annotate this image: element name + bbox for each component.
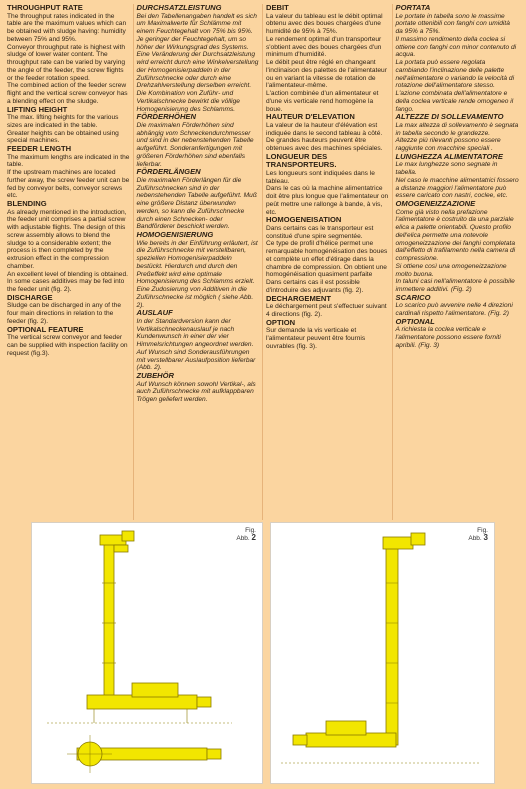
- column-german: [134, 4, 264, 520]
- section-heading: LONGUEUR DES TRANSPORTEURS.: [266, 151, 337, 170]
- section-heading: DURCHSATZLEISTUNG: [136, 4, 222, 12]
- paragraph: Le déchargement peut s'effectuer suivant 4 directions (fig. 2).: [266, 303, 387, 318]
- paragraph: Greater heights can be obtained using special machines.: [7, 129, 119, 145]
- column-italian: [393, 4, 523, 520]
- paragraph: Dans certains cas le transporteur est constitué d'une spire segmentée.: [266, 224, 374, 240]
- feeder-hopper: [326, 721, 366, 735]
- section-heading: DECHARGEMENT: [266, 293, 331, 303]
- paragraph: An excellent level of blending is obtained.: [7, 270, 128, 278]
- paragraph: As already mentioned in the introduction, the feeder unit comprises a partial screw with adjustable flights. The design of this screw assembly allows to blend the sludge to a considerable extent; the process is then completed by the extrusion effect in the compression chamber.: [7, 208, 127, 270]
- figure-3-caption: [468, 527, 488, 542]
- paragraph: La valeur de la hauteur d'élévation est indiquée dans le second tableau à côté.: [266, 121, 383, 137]
- paragraph: Je geringer der Feuchtegehalt, um so höher der Wirkungsgrad des Systems.: [136, 35, 249, 51]
- paragraph: Ce type de profil d'hélice permet une remarquable homogénéisation des boues et complète un effet d'étirage dans la chambre de compression. On obtient une homogénéisation quasiment parfaite: [266, 240, 388, 279]
- paragraph: Les longueurs sont indiquées dans le tableau.: [266, 169, 375, 185]
- paragraph: La max altezza di sollevamento è segnata in tabella secondo le grandezze.: [395, 121, 519, 137]
- section-heading: FÖRDERLÄNGEN: [136, 167, 201, 177]
- section-heading: OPTIONAL FEATURE: [7, 324, 84, 334]
- section-heading: OPTIONAL: [395, 316, 435, 326]
- figure-3: [270, 522, 495, 784]
- paragraph: Bei den Tabellenangaben handelt es sich um Maximalwerte für Schlämme mit einem Feuchtegehalt von 75% bis 95%.: [136, 12, 257, 35]
- feeder-motor: [197, 697, 211, 707]
- figure-2-caption-abb: Abb.: [236, 535, 250, 542]
- section-heading: HOMOGENEISATION: [266, 215, 342, 225]
- paragraph: A richiesta la coclea verticale e l'alimentatore possono essere forniti apribili. (Fig. 3): [395, 326, 501, 349]
- section-heading: OMOGENEIZZAZIONE: [395, 199, 476, 208]
- paragraph: De grandes hauteurs peuvent être obtenues avec des machines spéciales.: [266, 137, 383, 152]
- column-french: [263, 4, 393, 520]
- paragraph: Wie bereits in der Einführung erläutert, ist die Zuführschnecke mit verstellbaren, speziellen Homogenisierpaddeln bestückt. Hierdurch und durch den Preßeffekt wird eine optimale Homogenisierung des Schlamms erzielt. Eine Zudosierung von Additiven in die Zuführschnecke ist möglich ( siehe Abb. 2).: [136, 239, 258, 309]
- feeder-supports: [47, 709, 232, 723]
- paragraph: Le portate in tabella sono le massime portate ottenibili con fanghi con umidità da 95% a 75%.: [395, 12, 510, 35]
- section-heading: ALTEZZE DI SOLLEVAMENTO: [395, 112, 504, 122]
- paragraph: Auf Wunsch können sowohl Vertikal-, als auch Zuführschnecke mit aufklappbaren Trögen geliefert werden.: [136, 380, 256, 403]
- paragraph: Dans le cas où la machine alimentatrice doit être plus longue que l'alimentateur on peût mettre une rallonge à bande, à vis, etc.: [266, 185, 389, 216]
- column-english: [4, 4, 134, 520]
- paragraph: Sludge can be discharged in any of the four main directions in relation to the feeder (fig. 2).: [7, 302, 122, 325]
- figure-2: [31, 522, 263, 784]
- figures-area: [0, 522, 526, 789]
- paragraph: Nel caso le macchine alimentatrici fossero a distanze maggiori l'alimentatore può essere caricato con nastri, coclee, etc.: [395, 176, 519, 200]
- paragraph: Sur demande la vis verticale et l'alimentateur peuvent être fournis ouvrables (fig. 3).: [266, 327, 366, 350]
- figure-3-caption-abb: Abb.: [468, 535, 482, 542]
- paragraph: The combined action of the feeder screw flight and the vertical screw conveyor has a blending effect on the sludge.: [7, 82, 128, 105]
- section-heading: BLENDING: [7, 199, 47, 208]
- paragraph: Come già visto nella prefazione l'alimentatore è costruito da una parziale elica a palette orientabili. Questo profilo dell'elica permette una notevole omogeneizzazione dei fanghi completata dall'effetto di trafilamento nella camera di compressione.: [395, 208, 516, 262]
- paragraph: In taluni casi nell'alimentatore è possibile immettere additivi. (Fig. 2): [395, 278, 515, 293]
- paragraph: The max. lifting heights for the various sizes are indicated in the table.: [7, 114, 119, 129]
- section-heading: OPTION: [266, 317, 296, 327]
- drive-motor: [122, 531, 134, 541]
- section-heading: LUNGHEZZA ALIMENTATORE: [395, 151, 503, 161]
- section-heading: SCARICO: [395, 292, 431, 302]
- figure-3-drawing: [271, 523, 494, 783]
- section-heading: HAUTEUR D'ELEVATION: [266, 112, 355, 122]
- plan-view-axes: [67, 735, 112, 773]
- section-heading: ZUBEHÖR: [136, 371, 175, 380]
- paragraph: Le rendement optimal d'un transporteur s'obtient avec des boues chargées d'un minimum d'humidité.: [266, 35, 382, 59]
- paragraph: La portata può essere regolata cambiando l'inclinazione delle palette nell'alimentatore o variando la velocità di rotazione dell'alimentatore stesso.: [395, 59, 515, 90]
- paragraph: The vertical screw conveyor and feeder can be supplied with inspection facility on request (fig.3).: [7, 334, 128, 357]
- figure-3-caption-fig: Fig.: [477, 527, 488, 534]
- paragraph: Il massimo rendimento della coclea si ottiene con fanghi con minor contenuto di acqua.: [395, 35, 517, 59]
- section-heading: THROUGHPUT RATE: [7, 4, 83, 12]
- figure-2-drawing: [32, 523, 262, 783]
- section-heading: DISCHARGE: [7, 292, 53, 302]
- feeder-motor: [293, 735, 307, 745]
- paragraph: L'action combinée d'un alimentateur et d'une vis verticale rend homogène la boue.: [266, 90, 379, 113]
- paragraph: L'azione combinata dell'alimentatore e della coclea verticale rende omogeneo il fango.: [395, 90, 514, 113]
- paragraph: The throughput rates indicated in the table are the maximum values which can be obtained with sludge having: humidity between 75% and 95%.: [7, 12, 127, 43]
- paragraph: In der Standardversion kann der Vertikalschneckenauslauf je nach Kundenwunsch in einer der vier Himmelsrichtungen angeordnet werden. Auf Wunsch sind Sonderausführungen mit verstellbarer Auslaufposition lieferbar (Abb. 2).: [136, 317, 256, 372]
- plan-view-motor: [207, 749, 221, 759]
- section-heading: FÖRDERHÖHEN: [136, 112, 196, 122]
- vertical-conveyor-tube: [104, 541, 114, 701]
- section-heading: FEEDER LENGTH: [7, 144, 72, 153]
- paragraph: The maximum lengths are indicated in the table.: [7, 153, 130, 169]
- text-columns: [4, 4, 522, 520]
- paragraph: Die maximalen Förderhöhen sind abhängig vom Schneckendurchmesser und sind in der nebenstehenden Tabelle aufgeführt. Sonderanfertigungen mit größeren Förderhöhen sind ebenfalls lieferbar.: [136, 121, 254, 168]
- vertical-conveyor-head: [383, 537, 413, 549]
- figure-3-number: 3: [483, 533, 488, 542]
- paragraph: Die maximalen Förderlängen für die Zuführschnecken sind in der nebenstehenden Tabelle aufgeführt. Muß eine größere Distanz überwunden werden, so kann die Zuführschnecke durch einen Schnecken- oder Bandförderer beschickt werden.: [136, 176, 257, 231]
- paragraph: Le max lunghezze sono segnate in tabella.: [395, 161, 498, 176]
- section-heading: HOMOGENISIERUNG: [136, 230, 214, 239]
- paragraph: Lo scarico può avvenire nelle 4 direzioni cardinali rispetto l'alimentatore. (Fig. 2): [395, 302, 513, 317]
- paragraph: Conveyor throughput rate is highest with sludge of lower water content. The throughput rate can be varied by varying the angle of the feeder, the screw flights or the feeder rotation speed.: [7, 43, 126, 82]
- section-heading: PORTATA: [395, 4, 431, 12]
- paragraph: Le débit peut être réglé en changeant l'inclinaison des palettes de l'alimentateur ou en variant la vitesse de rotation de l'alimentateur-même.: [266, 59, 387, 90]
- paragraph: If the upstream machines are located further away, the screw feeder unit can be fed by conveyor belts, conveyor screws etc.: [7, 169, 130, 200]
- figure-2-number: 2: [251, 533, 256, 542]
- drive-motor: [411, 533, 425, 545]
- paragraph: Altezze più rilevanti possono essere raggiunte con macchine speciali .: [395, 137, 501, 152]
- paragraph: Dans certains cas il est possible d'introduire des adjuvants (fig. 2).: [266, 279, 364, 294]
- paragraph: In some cases additives may be fed into the feeder unit (fig. 2).: [7, 278, 125, 293]
- discharge-spout: [114, 545, 128, 552]
- section-heading: DEBIT: [266, 4, 289, 12]
- section-heading: AUSLAUF: [136, 308, 173, 318]
- figure-2-caption-fig: Fig.: [245, 527, 256, 534]
- paragraph: Si ottiene così una omogeneizzazione molto buona.: [395, 262, 507, 278]
- paragraph: Eine Veränderung der Durchsatzleistung wird erreicht durch eine Winkelverstellung der Homogenisierpaddeln in der Zuführschnecke oder durch eine Drehzahlverstellung derselben erreicht. Die Kombination von Zuführ- und Vertikalschnecke bewirkt die völlige Homogenisierung des Schlamms.: [136, 51, 259, 113]
- vertical-conveyor-tube-open: [386, 545, 398, 745]
- figure-2-caption: [236, 527, 256, 542]
- paragraph: La valeur du tableau est le débit optimal obtenu avec des boues chargées d'une humidité de 95% à 75%.: [266, 12, 383, 35]
- section-heading: LIFTING HEIGHT: [7, 104, 68, 114]
- feeder-hopper: [132, 683, 178, 697]
